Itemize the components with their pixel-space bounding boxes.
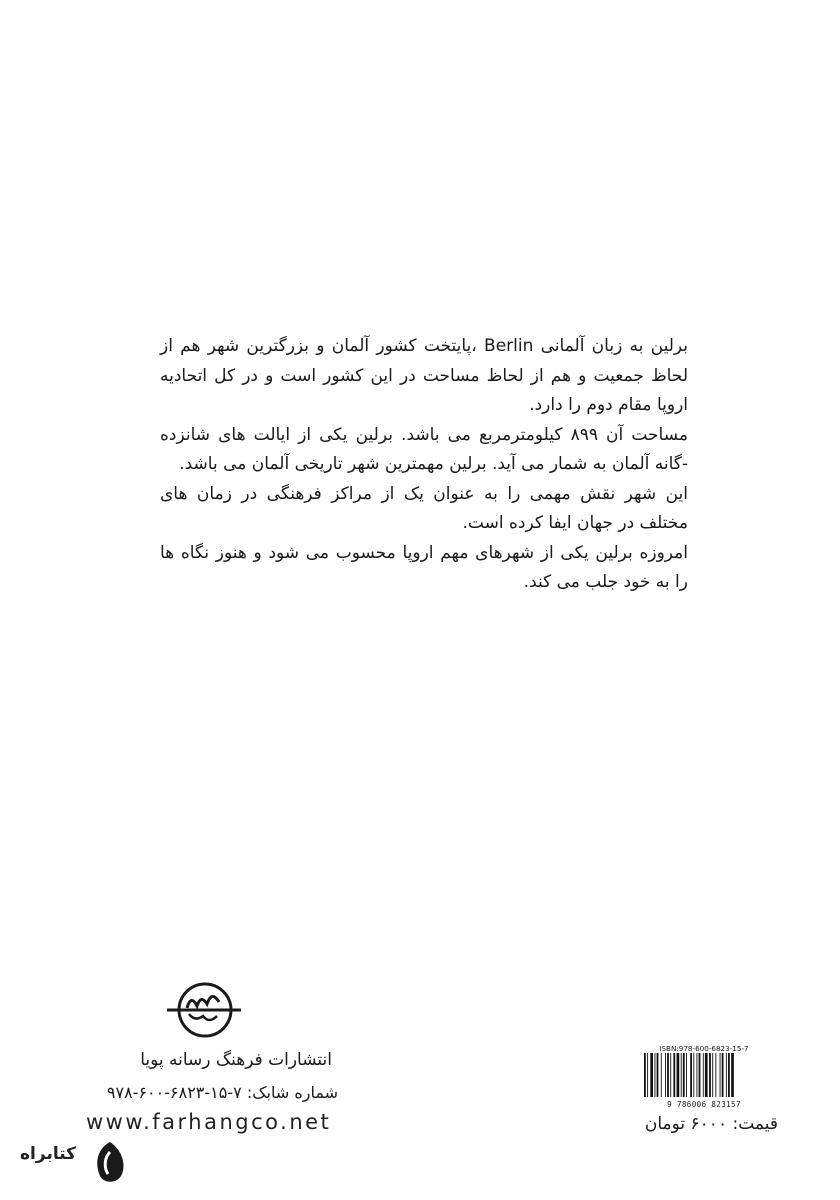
publisher-name: انتشارات فرهنگ رسانه پویا <box>140 1050 332 1070</box>
isbn-number: شماره شابک: ۷-۱۵-۶۸۲۳-۶۰۰-۹۷۸ <box>106 1083 338 1102</box>
barcode-isbn-caption: ISBN:978-600-6823-15-7 <box>659 1044 749 1053</box>
blurb-paragraph-3: این شهر نقش مهمی را به عنوان یک از مراکز فرهنگی در زمان های مختلف در جهان ایفا کرده است. <box>160 483 688 533</box>
blurb-paragraph-4: امروزه برلین یکی از شهرهای مهم اروپا محسوب می شود و هنوز نگاه ها را به خود جلب می کند. <box>160 542 688 592</box>
barcode-digits: 9 786006 823157 <box>667 1100 741 1109</box>
blurb-paragraph-1: برلین به زبان آلمانی Berlin ،پایتخت کشور آلمان و بزرگترین شهر هم از لحاظ جمعیت و هم از لحاظ مساحت در این کشور است و در کل اتحادیه اروپا مقام دوم را دارد. <box>160 336 688 415</box>
ketabrah-logo-icon <box>92 1140 128 1186</box>
price-label: قیمت: ۶۰۰۰ تومان <box>644 1114 778 1134</box>
publisher-logo <box>165 978 243 1042</box>
isbn-barcode <box>640 1044 768 1112</box>
back-cover-blurb <box>160 332 688 598</box>
publisher-website[interactable]: www.farhangco.net <box>86 1110 332 1134</box>
blurb-paragraph-2: مساحت آن ۸۹۹ کیلومترمربع می باشد. برلین یکی از ایالت های شانزده -گانه آلمان به شمار می آید. برلین مهمترین شهر تاریخی آلمان می باشد. <box>160 424 688 474</box>
barcode-bars <box>640 1053 768 1101</box>
ketabrah-brand: کتابراه <box>20 1144 77 1164</box>
ketabrah-watermark <box>10 1140 130 1188</box>
